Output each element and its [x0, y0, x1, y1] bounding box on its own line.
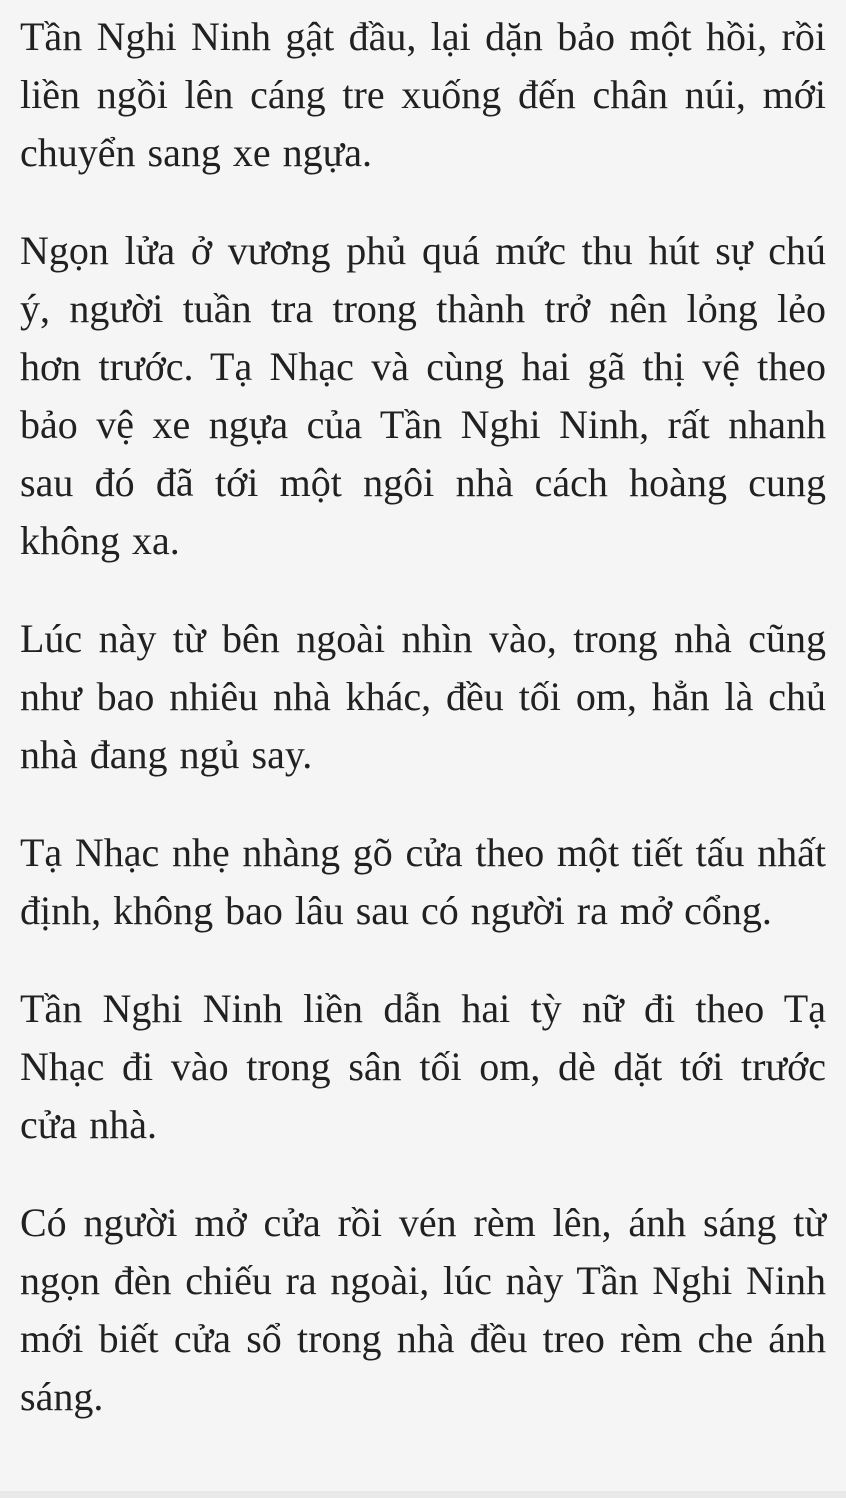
paragraph: Tạ Nhạc nhẹ nhàng gõ cửa theo một tiết tấu nhất định, không bao lâu sau có người ra mở cổng. — [20, 830, 826, 933]
paragraph: Tần Nghi Ninh gật đầu, lại dặn bảo một hồi, rồi liền ngồi lên cáng tre xuống đến chân núi, mới chuyển sang xe ngựa. — [20, 14, 826, 175]
bottom-edge-strip — [0, 1491, 846, 1498]
paragraph: Tần Nghi Ninh liền dẫn hai tỳ nữ đi theo Tạ Nhạc đi vào trong sân tối om, dè dặt tới trước cửa nhà. — [20, 986, 826, 1147]
paragraph: Lúc này từ bên ngoài nhìn vào, trong nhà cũng như bao nhiêu nhà khác, đều tối om, hẳn là chủ nhà đang ngủ say. — [20, 616, 826, 777]
paragraph: Ngọn lửa ở vương phủ quá mức thu hút sự chú ý, người tuần tra trong thành trở nên lỏng lẻo hơn trước. Tạ Nhạc và cùng hai gã thị vệ theo bảo vệ xe ngựa của Tần Nghi Ninh, rất nhanh sau đó đã tới một ngôi nhà cách hoàng cung không xa. — [20, 228, 826, 563]
paragraph: Có người mở cửa rồi vén rèm lên, ánh sáng từ ngọn đèn chiếu ra ngoài, lúc này Tần Nghi Ninh mới biết cửa sổ trong nhà đều treo rèm che ánh sáng. — [20, 1200, 826, 1419]
